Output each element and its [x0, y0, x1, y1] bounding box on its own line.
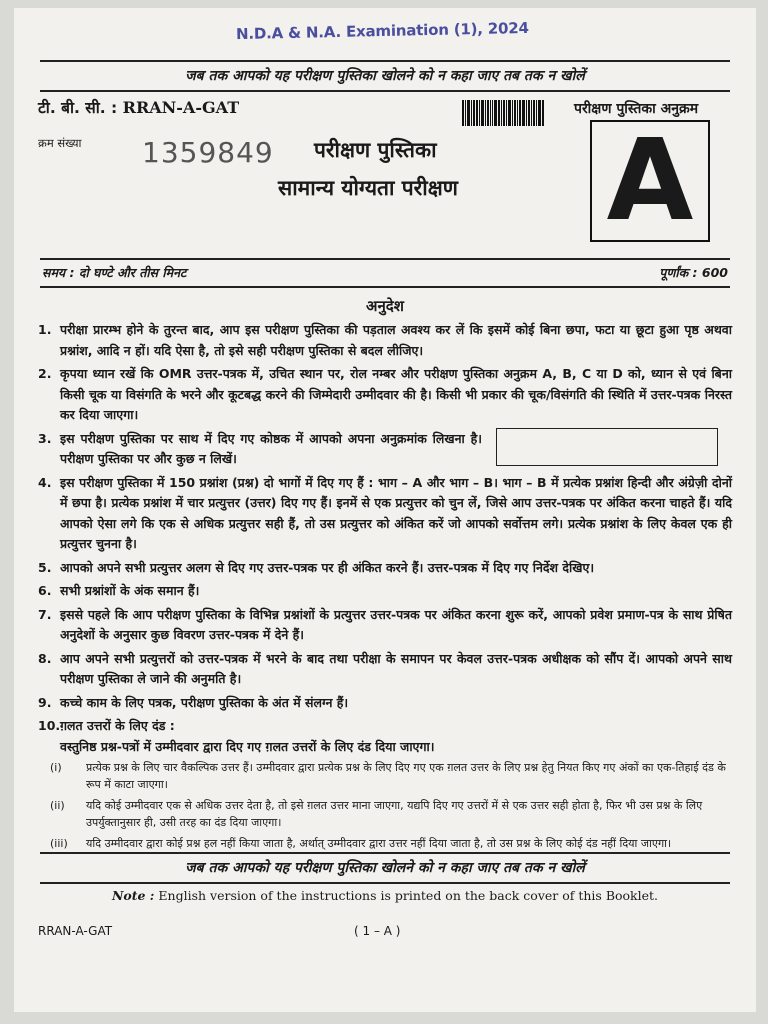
item-text: आपको अपने सभी प्रत्युत्तर अलग से दिए गए उत्तर-पत्रक पर ही अंकित करने हैं। उत्तर-पत्रक में दिए गए निर्देश देखिए।	[60, 559, 595, 575]
maximum-marks: पूर्णांक : 600	[659, 265, 728, 280]
instruction-item	[38, 649, 732, 690]
divider	[40, 852, 730, 854]
english-note	[14, 888, 756, 903]
penalty-item	[50, 759, 732, 793]
series-letter-box: A	[590, 120, 710, 242]
tbc-label: टी. बी. सी. :	[38, 99, 118, 117]
item-number: 10.	[38, 718, 61, 733]
item-text: परीक्षा प्रारम्भ होने के तुरन्त बाद, आप इस परीक्षण पुस्तिका की पड़ताल अवश्य कर लें कि इसमें कोई बिना छपा, फटा या छूटा हुआ पृष्ठ अथवा प्रश्नांश, आदि न हों। यदि ऐसा है, तो इसे सही परीक्षण पुस्तिका से बदल लीजिए।	[60, 322, 732, 358]
item-number: 5.	[38, 559, 52, 575]
test-booklet-cover	[14, 8, 756, 1012]
item-text: आप अपने सभी प्रत्युत्तरों को उत्तर-पत्रक में भरने के बाद तथा परीक्षा के समापन पर केवल उत्तर-पत्रक अधीक्षक को सौंप दें। आपको अपने साथ परीक्षण पुस्तिका ले जाने की अनुमति है।	[60, 650, 732, 686]
instructions-heading: अनुदेश	[366, 297, 404, 315]
penalty-number: (i)	[50, 761, 62, 774]
item-text: कच्चे काम के लिए पत्रक, परीक्षण पुस्तिका के अंत में संलग्न हैं।	[60, 694, 349, 710]
penalty-number: (ii)	[50, 799, 65, 812]
item-text: इससे पहले कि आप परीक्षण पुस्तिका के विभिन्न प्रश्नांशों के प्रत्युत्तर उत्तर-पत्रक पर अंकित करना शुरू करें, आपको प्रवेश प्रमाण-पत्र के साथ प्रेषित अनुदेशों के अनुसार कुछ विवरण उत्तर-पत्रक में देने हैं।	[60, 606, 732, 642]
booklet-subtitle: सामान्य योग्यता परीक्षण	[278, 176, 458, 200]
top-warning: जब तक आपको यह परीक्षण पुस्तिका खोलने को न कहा जाए तब तक न खोलें	[185, 68, 585, 84]
divider	[40, 60, 730, 62]
instruction-item	[38, 320, 732, 361]
item-text: सभी प्रश्नांशों के अंक समान हैं।	[60, 583, 200, 598]
footer-page-number: ( 1 – A )	[354, 924, 401, 938]
note-label: Note :	[111, 888, 155, 903]
instruction-item	[38, 693, 732, 714]
penalty-heading: वस्तुनिष्ठ प्रश्न-पत्रों में उम्मीदवार द्वारा दिए गए ग़लत उत्तरों के लिए दंड दिया जाएगा।	[60, 738, 435, 754]
booklet-title: परीक्षण पुस्तिका	[314, 138, 437, 162]
item-number: 2.	[38, 366, 52, 381]
item-number: 3.	[38, 430, 52, 446]
time-allowed: समय : दो घण्टे और तीस मिनट	[42, 265, 187, 280]
item-number: 1.	[38, 322, 52, 337]
item-text: ग़लत उत्तरों के लिए दंड :	[60, 718, 175, 733]
series-label: परीक्षण पुस्तिका अनुक्रम	[574, 101, 699, 117]
footer-code: RRAN-A-GAT	[38, 924, 113, 938]
item-text: कृपया ध्यान रखें कि OMR उत्तर-पत्रक में, उचित स्थान पर, रोल नम्बर और परीक्षण पुस्तिका अनुक्रम A, B, C या D को, ध्यान से एवं बिना किसी चूक या विसंगति के भरने और कूटबद्ध करने की जिम्मेदारी उम्मीदवार की है। किसी भी प्रकार की चूक/विसंगति की स्थिति में उत्तर-पत्रक निरस्त कर दिया जाएगा।	[60, 366, 732, 422]
instruction-item	[38, 429, 732, 470]
instruction-item	[38, 581, 732, 602]
instruction-item	[38, 716, 732, 737]
penalty-text: यदि उम्मीदवार द्वारा कोई प्रश्न हल नहीं किया जाता है, अर्थात् उम्मीदवार द्वारा उत्तर नहीं दिया जाता है, तो उस प्रश्न के लिए कोई दंड नहीं दिया जाएगा।	[86, 837, 672, 850]
penalty-text: यदि कोई उम्मीदवार एक से अधिक उत्तर देता है, तो इसे ग़लत उत्तर माना जाएगा, यद्यपि दिए गए उत्तरों में से एक उत्तर सही होता है, फिर भी उस प्रश्न के लिए उपर्युक्तानुसार ही, उसी तरह का दंड दिया जाएगा।	[86, 799, 703, 829]
note-text: English version of the instructions is printed on the back cover of this Booklet.	[158, 888, 659, 903]
bottom-warning: जब तक आपको यह परीक्षण पुस्तिका खोलने को न कहा जाए तब तक न खोलें	[185, 860, 585, 876]
tbc-code	[38, 96, 239, 118]
item-number: 8.	[38, 650, 52, 666]
instruction-item	[38, 473, 732, 555]
instruction-item	[38, 558, 732, 579]
penalty-item	[50, 835, 732, 852]
tbc-code-value: RRAN-A-GAT	[122, 98, 240, 117]
item-text: इस परीक्षण पुस्तिका पर साथ में दिए गए कोष्ठक में आपको अपना अनुक्रमांक लिखना है। परीक्षण पुस्तिका पर और कुछ न लिखें।	[60, 430, 482, 466]
exam-stamp: N.D.A & N.A. Examination (1), 2024	[235, 18, 529, 44]
item-text: इस परीक्षण पुस्तिका में 150 प्रश्नांश (प्रश्न) दो भागों में दिए गए हैं : भाग – A और भाग – B। भाग – B में प्रत्येक प्रश्नांश हिन्दी और अंग्रेज़ी दोनों में छपा है। प्रत्येक प्रश्नांश में चार प्रत्युत्तर (उत्तर) दिए गए हैं। इनमें से एक प्रत्युत्तर को चुन लें, जिसे आप उत्तर-पत्रक पर अंकित करना चाहते हैं। यदि आपको ऐसा लगे कि एक से अधिक प्रत्युत्तर सही हैं, तो उस प्रत्युत्तर को अंकित करें जो आपको सर्वोत्तम लगे। प्रत्येक प्रश्नांश के लिए केवल एक ही प्रत्युत्तर चुनना है।	[60, 474, 732, 551]
item-number: 7.	[38, 606, 52, 622]
penalty-item	[50, 797, 732, 831]
item-number: 9.	[38, 694, 52, 710]
instructions-list	[38, 320, 732, 856]
serial-number: 1359849	[142, 136, 274, 169]
item-number: 4.	[38, 474, 52, 490]
item-number: 6.	[38, 583, 52, 598]
penalty-text: प्रत्येक प्रश्न के लिए चार वैकल्पिक उत्तर हैं। उम्मीदवार द्वारा प्रत्येक प्रश्न के लिए दिए गए एक ग़लत उत्तर के लिए प्रश्न हेतु नियत किए गए अंकों का एक-तिहाई दंड के रूप में काटा जाएगा।	[86, 761, 726, 791]
instruction-item	[38, 364, 732, 426]
divider	[40, 258, 730, 260]
divider	[40, 90, 730, 92]
serial-label: क्रम संख्या	[38, 136, 82, 150]
divider	[40, 286, 730, 288]
penalty-number: (iii)	[50, 837, 68, 850]
barcode	[462, 100, 552, 126]
divider	[40, 882, 730, 884]
instruction-item	[38, 605, 732, 646]
